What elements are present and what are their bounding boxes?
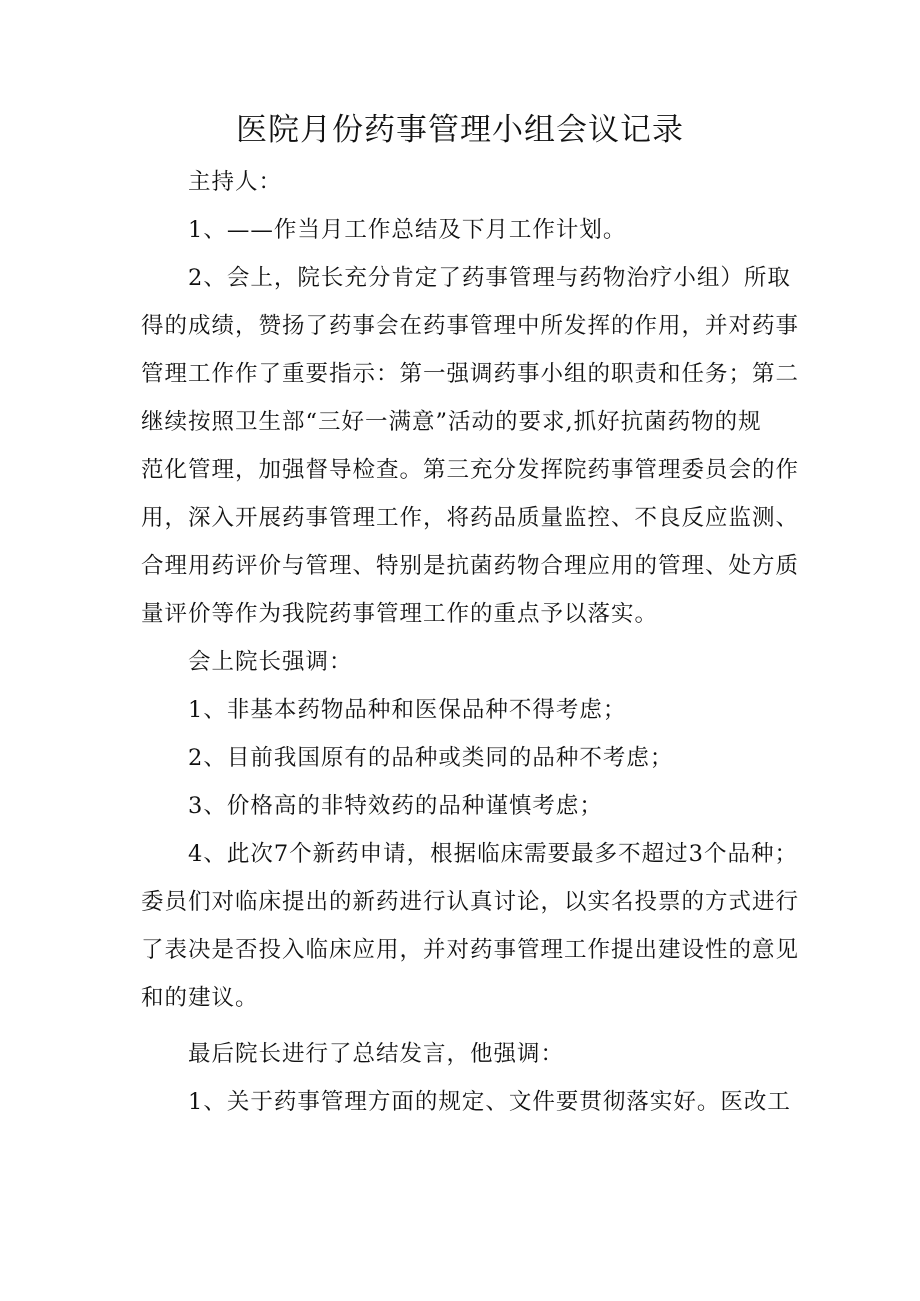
list-item: 3、价格高的非特效药的品种谨慎考虑； xyxy=(188,793,603,819)
paragraph-line: 范化管理，加强督导检查。第三充分发挥院药事管理委员会的作 xyxy=(141,457,800,483)
paragraph-line: 2、会上，院长充分肯定了药事管理与药物治疗小组）所取 xyxy=(188,265,791,291)
paragraph-line: 量评价等作为我院药事管理工作的重点予以落实。 xyxy=(141,601,659,627)
host-line: 主持人： xyxy=(188,169,283,195)
paragraph-line: 委员们对临床提出的新药进行认真讨论，以实名投票的方式进行 xyxy=(141,889,800,915)
paragraph-line: 会上院长强调： xyxy=(188,649,353,675)
paragraph-line: 了表决是否投入临床应用，并对药事管理工作提出建设性的意见 xyxy=(141,937,800,963)
list-item: 4、此次7个新药申请，根据临床需要最多不超过3个品种； xyxy=(188,841,798,867)
paragraph-line: 用，深入开展药事管理工作，将药品质量监控、不良反应监测、 xyxy=(141,505,800,531)
paragraph-line: 和的建议。 xyxy=(141,985,259,1011)
paragraph-line: 最后院长进行了总结发言，他强调： xyxy=(188,1041,565,1067)
paragraph-line: 管理工作作了重要指示：第一强调药事小组的职责和任务；第二 xyxy=(141,361,800,387)
list-item: 1、非基本药物品种和医保品种不得考虑； xyxy=(188,697,627,723)
paragraph-line: 合理用药评价与管理、特别是抗菌药物合理应用的管理、处方质 xyxy=(141,553,800,579)
paragraph-line: 1、——作当月工作总结及下月工作计划。 xyxy=(188,217,627,243)
list-item: 2、目前我国原有的品种或类同的品种不考虑； xyxy=(188,745,674,771)
paragraph-line: 继续按照卫生部“三好一满意”活动的要求,抓好抗菌药物的规 xyxy=(141,409,762,435)
paragraph-line: 得的成绩，赞扬了药事会在药事管理中所发挥的作用，并对药事 xyxy=(141,313,800,339)
list-item: 1、关于药事管理方面的规定、文件要贯彻落实好。医改工 xyxy=(188,1089,791,1115)
document-title: 医院月份药事管理小组会议记录 xyxy=(236,112,684,148)
